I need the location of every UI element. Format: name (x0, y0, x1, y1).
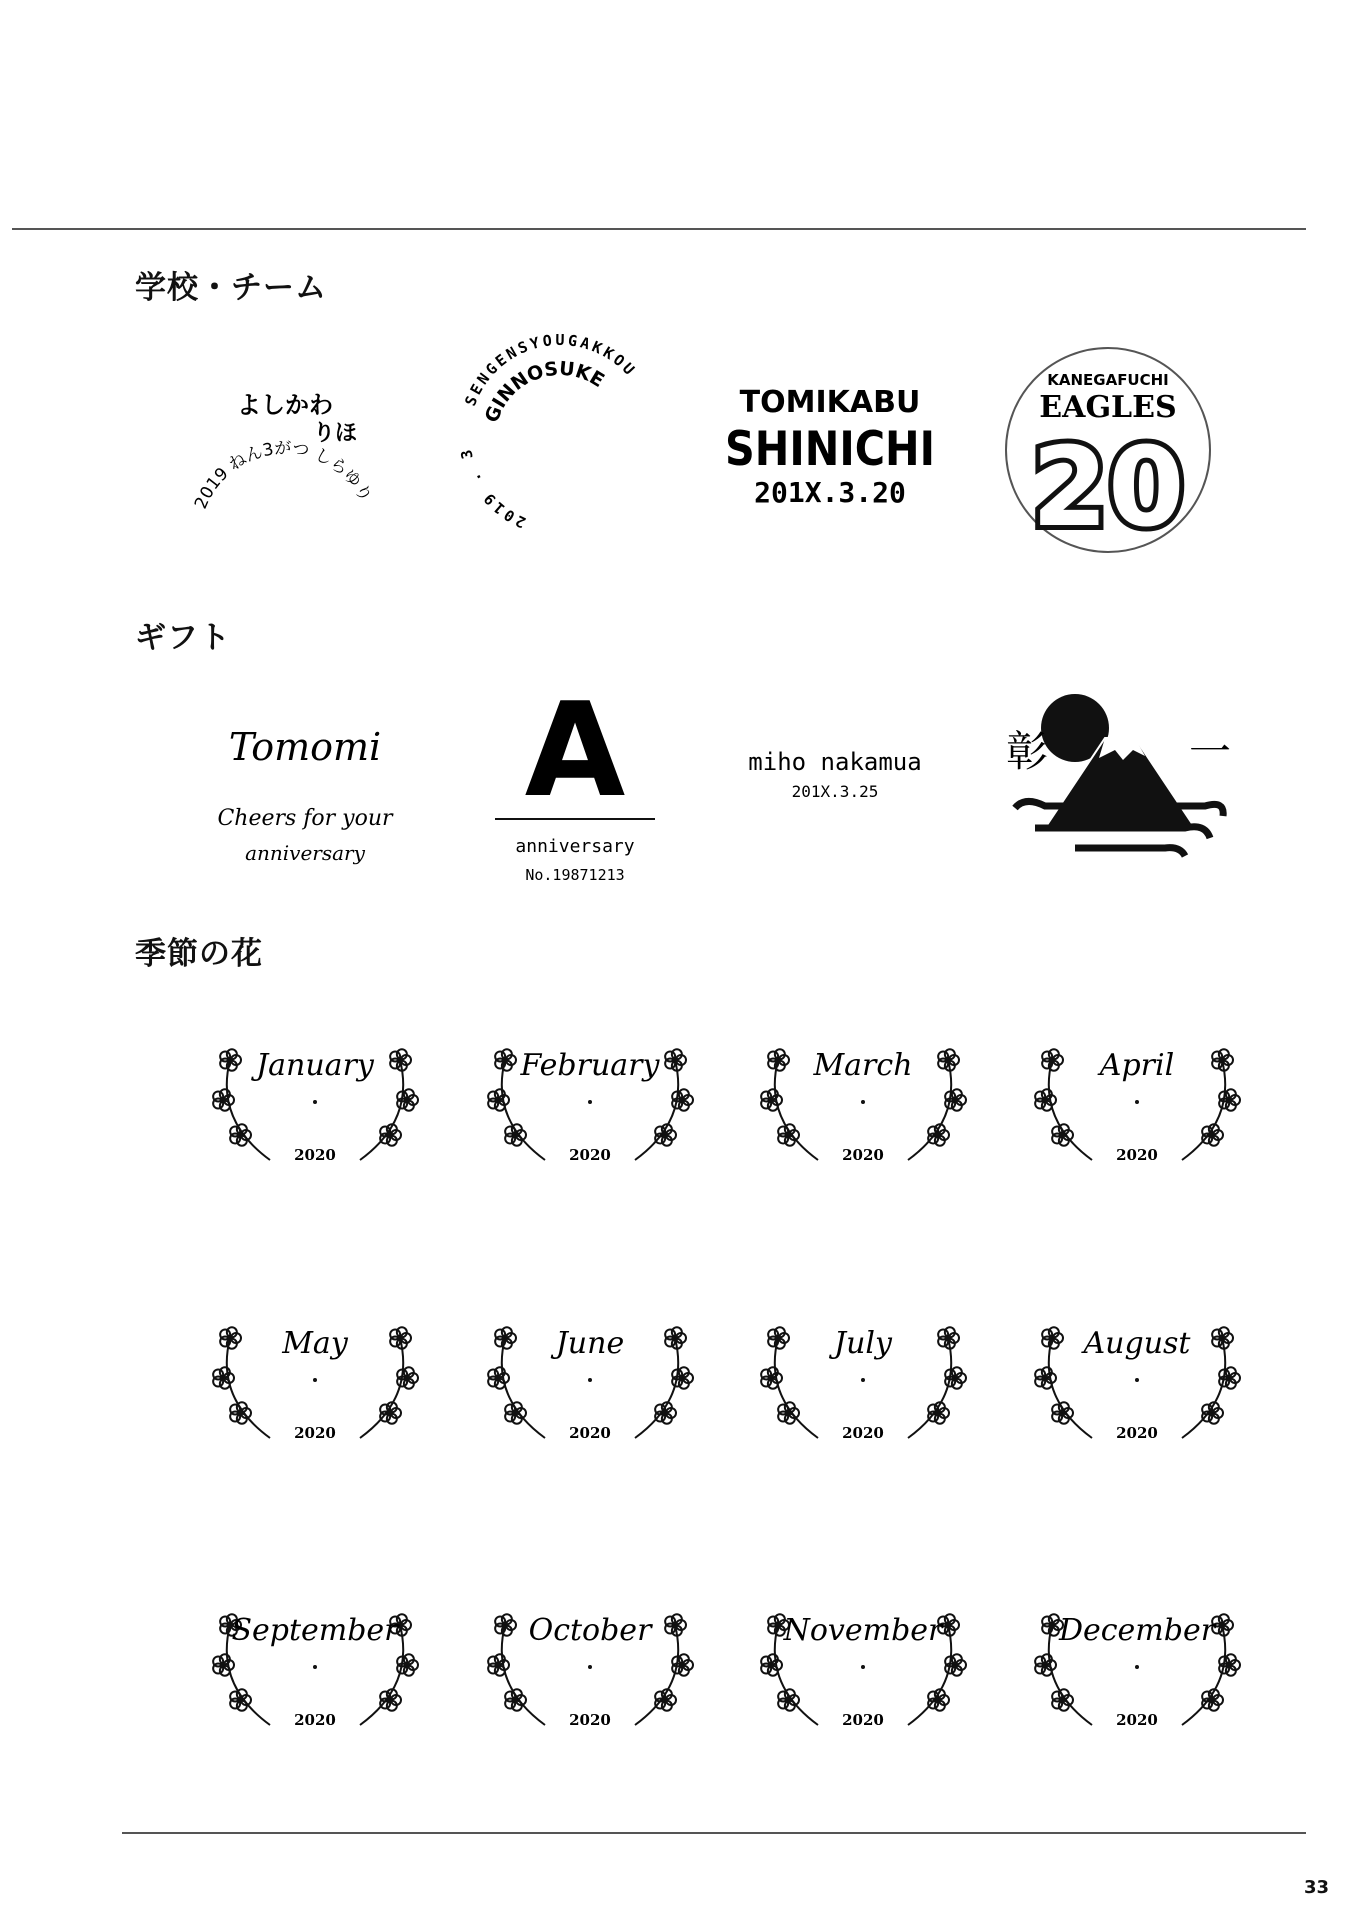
month-year: 2020 (569, 1424, 611, 1442)
center-dot (313, 1100, 317, 1104)
month-wreath-december (1017, 1585, 1257, 1745)
month-name: December (1058, 1613, 1216, 1648)
eagles-text: EAGLES (1039, 390, 1177, 425)
stamp-miho (725, 745, 945, 825)
kanji-character-1: 彰 (1005, 727, 1049, 776)
uniform-number: 20 (1031, 423, 1185, 551)
month-year: 2020 (1116, 1424, 1158, 1442)
anniversary-number: No.19871213 (525, 866, 625, 884)
center-dot (313, 1665, 317, 1669)
month-name: March (813, 1048, 913, 1083)
center-dot (1135, 1665, 1139, 1669)
kindergarten-arc-text: 2019 ねん3がつ しらゆりほいくえん卒園 (176, 330, 376, 512)
tomomi-message-line2: anniversary (245, 841, 365, 865)
shinichi-text: SHINICHI (725, 422, 935, 477)
month-name: January (256, 1048, 374, 1083)
month-wreath-june (470, 1298, 710, 1458)
miho-date: 201X.3.25 (791, 782, 879, 801)
month-name: July (834, 1326, 892, 1361)
center-dot (588, 1665, 592, 1669)
center-dot (861, 1100, 865, 1104)
graduation-date-arc: 2019 . 3 (456, 445, 529, 532)
stamp-tomikabu (715, 380, 945, 520)
kindergarten-child-last-name: よしかわ (237, 391, 333, 419)
month-wreath-september (195, 1585, 435, 1745)
month-name: September (231, 1613, 399, 1648)
kanji-character-2: 一 (1188, 727, 1232, 776)
month-year: 2020 (842, 1146, 884, 1164)
tomomi-name: Tomomi (228, 725, 382, 769)
month-wreath-march (743, 1020, 983, 1180)
month-wreath-july (743, 1298, 983, 1458)
month-year: 2020 (569, 1711, 611, 1729)
tomikabu-text: TOMIKABU (739, 385, 921, 420)
month-wreath-august (1017, 1298, 1257, 1458)
stamp-anniversary-a (485, 674, 665, 890)
month-year: 2020 (842, 1711, 884, 1729)
student-name-arc: GINNOSUKE (480, 357, 609, 426)
kanegafuchi-text: KANEGAFUCHI (1047, 371, 1169, 389)
section-title-seasonal-flowers: 季節の花 (135, 936, 263, 972)
month-wreath-january (195, 1020, 435, 1180)
school-name-arc: SENGENSYOUGAKKOU (461, 330, 641, 409)
month-year: 2020 (294, 1146, 336, 1164)
center-dot (861, 1665, 865, 1669)
center-dot (861, 1378, 865, 1382)
section-title-gift: ギフト (135, 620, 231, 656)
stamp-tomomi (200, 715, 410, 885)
month-wreath-april (1017, 1020, 1257, 1180)
miho-name: miho nakamua (748, 748, 922, 776)
month-name: February (520, 1048, 660, 1083)
initial-letter: A (524, 674, 626, 826)
month-year: 2020 (842, 1424, 884, 1442)
month-name: October (528, 1613, 652, 1648)
month-wreath-february (470, 1020, 710, 1180)
center-dot (313, 1378, 317, 1382)
kindergarten-child-first-name: りほ (312, 421, 358, 446)
bottom-divider (122, 1832, 1306, 1834)
page-number: 33 (1303, 1877, 1329, 1898)
month-year: 2020 (569, 1146, 611, 1164)
anniversary-word: anniversary (515, 836, 635, 857)
center-dot (1135, 1100, 1139, 1104)
tomikabu-date: 201X.3.20 (754, 476, 906, 509)
center-dot (588, 1378, 592, 1382)
month-year: 2020 (1116, 1711, 1158, 1729)
month-name: June (555, 1326, 625, 1361)
month-name: November (783, 1613, 943, 1648)
center-dot (588, 1100, 592, 1104)
month-wreath-may (195, 1298, 435, 1458)
tomomi-message-line1: Cheers for your (217, 806, 393, 831)
month-name: April (1099, 1048, 1175, 1083)
stamp-eagles (1003, 345, 1213, 555)
top-divider (12, 228, 1306, 230)
month-year: 2020 (294, 1424, 336, 1442)
stamp-elementary-school (455, 330, 665, 540)
month-name: May (282, 1326, 348, 1361)
month-name: August (1083, 1326, 1191, 1361)
stamp-mount-fuji (1005, 688, 1230, 868)
month-year: 2020 (294, 1711, 336, 1729)
month-year: 2020 (1116, 1146, 1158, 1164)
month-wreath-november (743, 1585, 983, 1745)
section-title-school: 学校・チーム (135, 270, 327, 306)
stamp-kindergarten (176, 330, 385, 525)
center-dot (1135, 1378, 1139, 1382)
month-wreath-october (470, 1585, 710, 1745)
